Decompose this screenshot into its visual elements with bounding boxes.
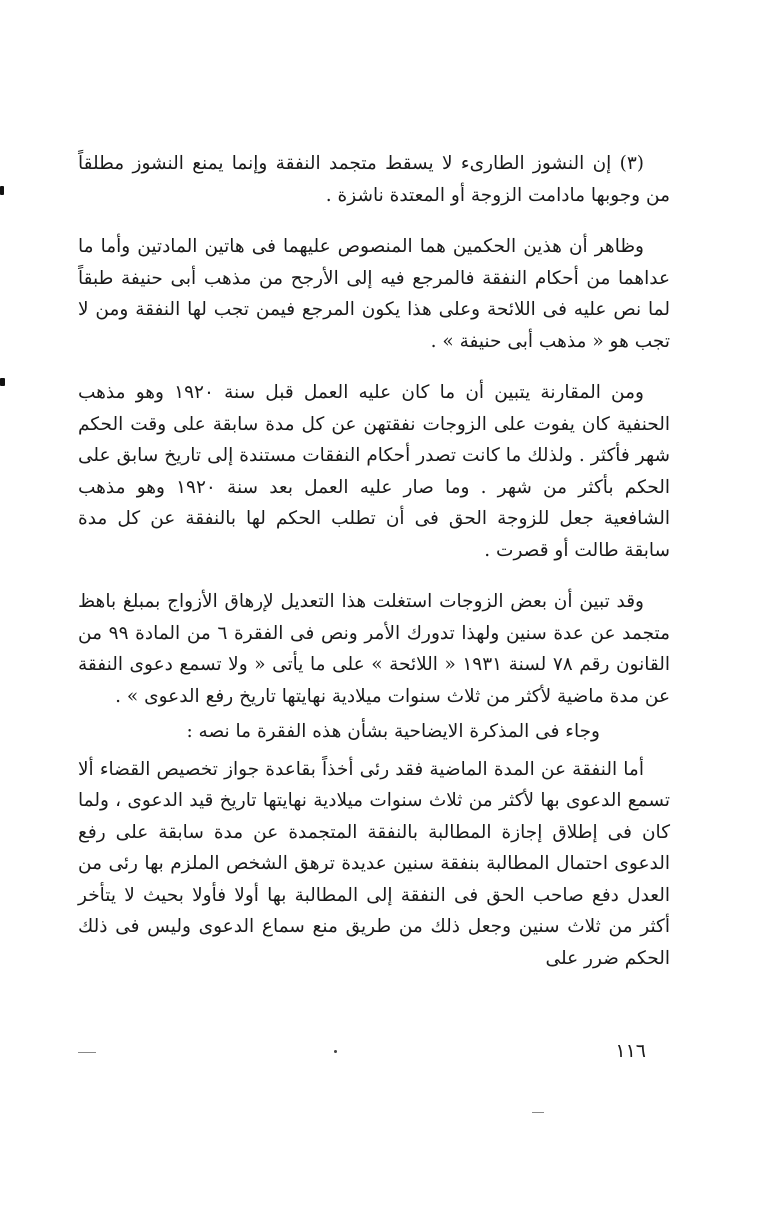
explanatory-note-intro: وجاء فى المذكرة الايضاحية بشأن هذه الفقرة ما نصه : bbox=[186, 721, 600, 742]
scan-speck bbox=[334, 1050, 337, 1053]
scan-edge-mark bbox=[0, 186, 4, 195]
scan-speck bbox=[78, 1052, 96, 1053]
paragraph-comparison: ومن المقارنة يتبين أن ما كان عليه العمل قبل سنة ١٩٢٠ وهو مذهب الحنفية كان يفوت على الزوجات نفقتهن عن كل مدة سابقة على وقت الحكم شهر فأكثر . ولذلك ما كانت تصدر أحكام النفقات مستندة إلى تاريخ سابق على الحكم بأكثر من شهر . وما صار عليه العمل بعد سنة ١٩٢٠ وهو مذهب الشافعية جعل للزوجة الحق فى أن تطلب الحكم لها بالنفقة عن كل مدة سابقة طالت أو قصرت . bbox=[78, 382, 670, 561]
paragraph-rulings: وظاهر أن هذين الحكمين هما المنصوص عليهما فى هاتين المادتين وأما ما عداهما من أحكام النفقة فالمرجع فيه إلى الأرجح من مذهب أبى حنيفة طبقاً لما نص عليه فى اللائحة وعلى هذا يكون المرجع فيمن تجب لها النفقة ومن لا تجب هو « مذهب أبى حنيفة » . bbox=[78, 236, 670, 352]
paragraph-amendment: وقد تبين أن بعض الزوجات استغلت هذا التعديل لإرهاق الأزواج بمبلغ باهظ متجمد عن عدة سنين ولهذا تدورك الأمر ونص فى الفقرة ٦ من المادة ٩٩ من القانون رقم ٧٨ لسنة ١٩٣١ « اللائحة » على ما يأتى « ولا تسمع دعوى النفقة عن مدة ماضية لأكثر من ثلاث سنوات ميلادية نهايتها تاريخ رفع الدعوى » . bbox=[78, 591, 671, 707]
explanatory-note-quote: أما النفقة عن المدة الماضية فقد رئى أخذاً بقاعدة جواز تخصيص القضاء ألا تسمع الدعوى بها لأكثر من ثلاث سنوات ميلادية نهايتها تاريخ قيد الدعوى ، ولما كان فى إطلاق إجازة المطالبة بالنفقة المتجمدة عن مدة سابقة على رفع الدعوى احتمال المطالبة بنفقة سنين عديدة ترهق الشخص الملزم بها رئى من العدل دفع صاحب الحق فى النفقة إلى المطالبة بها أولا فأولا بحيث لا يتأخر أكثر من ثلاث سنين وجعل ذلك من طريق منع سماع الدعوى وليس فى ذلك الحكم ضرر على bbox=[78, 758, 670, 969]
paragraph-nushuz: (٣) إن النشوز الطارىء لا يسقط متجمد النفقة وإنما يمنع النشوز مطلقاً من وجوبها مادامت الزوجة أو المعتدة ناشزة . bbox=[78, 153, 670, 206]
scan-speck bbox=[532, 1112, 544, 1113]
scan-edge-mark bbox=[0, 378, 5, 386]
page-number: ١١٦ bbox=[615, 1040, 646, 1062]
body-text bbox=[78, 148, 670, 974]
